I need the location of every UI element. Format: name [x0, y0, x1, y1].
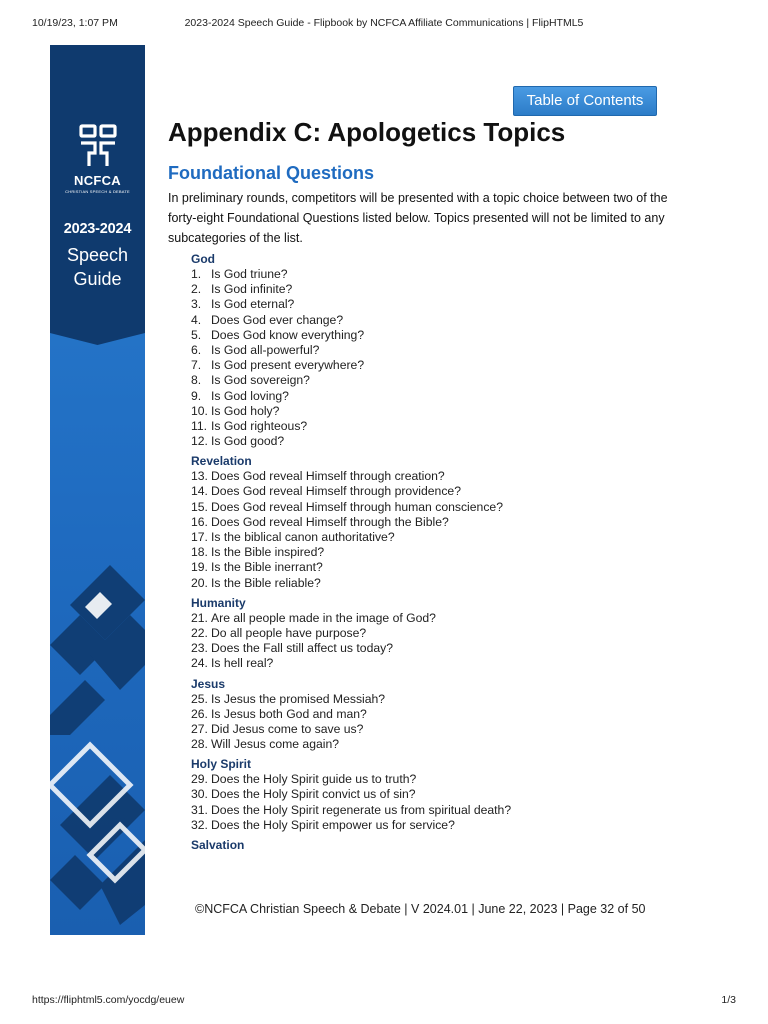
category-heading: Revelation: [191, 454, 252, 469]
question-text: Does the Holy Spirit empower us for service?: [211, 817, 455, 832]
question-item: [191, 787, 671, 802]
guide-label: [50, 221, 145, 291]
question-text: Does God ever change?: [211, 312, 344, 327]
question-item: [191, 297, 671, 312]
table-of-contents-button[interactable]: Table of Contents: [513, 86, 657, 116]
category-heading: Jesus: [191, 676, 226, 691]
question-text: Is Jesus both God and man?: [211, 706, 367, 721]
print-page-title: 2023-2024 Speech Guide - Flipbook by NCFCA Affiliate Communications | FlipHTML5: [184, 17, 584, 29]
document-footer: ©NCFCA Christian Speech & Debate | V 2024.01 | June 22, 2023 | Page 32 of 50: [195, 902, 646, 916]
question-item: [191, 707, 671, 722]
question-item: [191, 611, 671, 626]
ncfca-logo-icon: [78, 123, 118, 169]
question-text: Does the Holy Spirit guide us to truth?: [211, 772, 417, 787]
question-item: [191, 389, 671, 404]
question-item: [191, 267, 671, 282]
guide-line-2: Guide: [73, 269, 122, 289]
question-number: 25.: [191, 691, 208, 706]
question-number: 18.: [191, 545, 208, 560]
question-text: Is God infinite?: [211, 282, 293, 297]
question-number: 23.: [191, 641, 208, 656]
print-url: https://fliphtml5.com/yocdg/euew: [32, 994, 185, 1006]
question-item: [191, 656, 671, 671]
question-item: [191, 358, 671, 373]
question-item: [191, 545, 671, 560]
question-number: 6.: [191, 342, 202, 357]
print-header: [32, 17, 736, 31]
question-number: 20.: [191, 575, 208, 590]
question-number: 28.: [191, 737, 208, 752]
question-item: [191, 404, 671, 419]
category-heading: Humanity: [191, 595, 246, 610]
question-text: Is God righteous?: [211, 418, 308, 433]
question-number: 31.: [191, 802, 208, 817]
question-item: [191, 641, 671, 656]
question-text: Is God present everywhere?: [211, 358, 365, 373]
question-item: [191, 282, 671, 297]
category-heading: God: [191, 252, 215, 266]
sidebar-banner: [50, 45, 145, 345]
question-number: 27.: [191, 721, 208, 736]
question-text: Is God loving?: [211, 388, 289, 403]
intro-paragraph: In preliminary rounds, competitors will be presented with a topic choice between two of the forty-eight Foundational Questions listed below. Topics presented will not be limited to any subcategories of the list.: [168, 191, 668, 245]
question-item: [191, 530, 671, 545]
question-item: [191, 434, 671, 449]
question-text: Is God good?: [211, 434, 285, 449]
question-text: Does God reveal Himself through providence?: [211, 484, 461, 499]
question-text: Does the Fall still affect us today?: [211, 641, 394, 656]
ncfca-logo: [50, 123, 145, 194]
print-footer: [32, 994, 736, 1008]
question-item: [191, 626, 671, 641]
print-page-count: 1/3: [721, 994, 736, 1006]
question-item: [191, 469, 671, 484]
question-text: Does God reveal Himself through the Bible?: [211, 514, 449, 529]
question-text: Is hell real?: [211, 656, 274, 671]
question-text: Is the biblical canon authoritative?: [211, 530, 395, 544]
question-number: 24.: [191, 656, 208, 671]
question-number: 1.: [191, 267, 202, 281]
question-item: [191, 737, 671, 752]
question-text: Is God triune?: [211, 267, 288, 281]
question-item: [191, 772, 671, 787]
question-item: [191, 803, 671, 818]
question-item: [191, 419, 671, 434]
print-datetime: 10/19/23, 1:07 PM: [32, 17, 118, 29]
document-page: [50, 45, 718, 935]
question-item: [191, 818, 671, 833]
category-heading: Holy Spirit: [191, 757, 252, 772]
category-heading: Salvation: [191, 838, 245, 852]
question-text: Is God holy?: [211, 403, 280, 418]
question-number: 32.: [191, 817, 208, 832]
question-text: Is God all-powerful?: [211, 342, 320, 357]
question-number: 16.: [191, 514, 208, 529]
question-item: [191, 515, 671, 530]
question-number: 14.: [191, 484, 208, 499]
question-text: Does the Holy Spirit convict us of sin?: [211, 787, 416, 802]
question-number: 4.: [191, 312, 202, 327]
question-number: 5.: [191, 327, 202, 342]
question-text: Is Jesus the promised Messiah?: [211, 691, 386, 706]
question-number: 10.: [191, 403, 208, 418]
question-item: [191, 343, 671, 358]
question-item: [191, 560, 671, 575]
question-text: Does God reveal Himself through creation?: [211, 469, 445, 484]
question-text: Is the Bible inerrant?: [211, 560, 323, 575]
question-text: Do all people have purpose?: [211, 625, 367, 640]
question-number: 15.: [191, 499, 208, 514]
question-text: Is God sovereign?: [211, 373, 310, 388]
question-text: Does God reveal Himself through human conscience?: [211, 499, 503, 514]
question-number: 19.: [191, 560, 208, 575]
question-text: Is God eternal?: [211, 297, 295, 312]
question-number: 3.: [191, 297, 202, 312]
question-number: 29.: [191, 772, 208, 787]
question-text: Is the Bible inspired?: [211, 545, 325, 560]
question-number: 2.: [191, 282, 202, 297]
question-item: [191, 722, 671, 737]
sidebar-pattern: [50, 525, 145, 935]
question-item: [191, 484, 671, 499]
question-item: [191, 576, 671, 591]
question-text: Are all people made in the image of God?: [211, 610, 436, 625]
page-title: Appendix C: Apologetics Topics: [168, 117, 566, 147]
question-number: 7.: [191, 358, 202, 373]
question-text: Did Jesus come to save us?: [211, 721, 364, 736]
question-number: 17.: [191, 530, 208, 544]
logo-subtext: CHRISTIAN SPEECH & DEBATE: [65, 189, 130, 194]
question-item: [191, 692, 671, 707]
question-number: 30.: [191, 787, 208, 802]
question-item: [191, 328, 671, 343]
question-number: 22.: [191, 625, 208, 640]
question-number: 8.: [191, 373, 202, 388]
question-number: 13.: [191, 469, 208, 484]
question-number: 26.: [191, 706, 208, 721]
question-text: Will Jesus come again?: [211, 737, 340, 752]
question-item: [191, 313, 671, 328]
question-item: [191, 500, 671, 515]
guide-line-1: Speech: [66, 245, 129, 265]
question-number: 12.: [191, 434, 208, 449]
guide-year: 2023-2024: [63, 221, 132, 237]
question-number: 21.: [191, 610, 208, 625]
question-text: Does God know everything?: [211, 327, 365, 342]
question-number: 9.: [191, 388, 202, 403]
question-list: [191, 251, 671, 853]
sidebar: [50, 45, 145, 935]
question-text: Is the Bible reliable?: [211, 575, 321, 590]
section-title: Foundational Questions: [168, 163, 374, 183]
question-text: Does the Holy Spirit regenerate us from spiritual death?: [211, 802, 512, 817]
logo-text: NCFCA: [74, 173, 121, 188]
question-item: [191, 373, 671, 388]
question-number: 11.: [191, 418, 208, 433]
